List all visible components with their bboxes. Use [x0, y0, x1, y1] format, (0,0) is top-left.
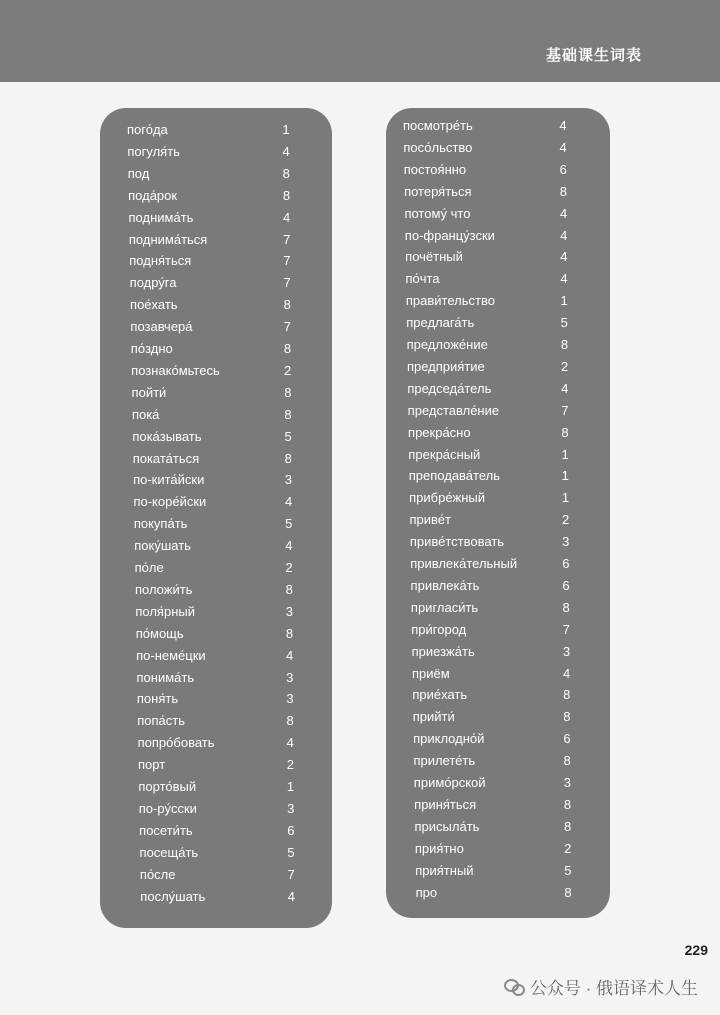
vocab-lesson-number: 7 [561, 402, 569, 418]
vocab-entry [0, 357, 720, 377]
vocab-lesson-number: 4 [286, 647, 294, 663]
vocab-lesson-number: 3 [284, 472, 293, 488]
vocab-word: приклодно́й [413, 731, 485, 747]
vocab-lesson-number: 7 [562, 621, 570, 637]
vocab-word: по-коре́йски [133, 494, 207, 510]
vocab-lesson-number: 8 [282, 187, 291, 203]
vocab-entry [0, 313, 720, 333]
vocab-entry [0, 795, 720, 815]
vocab-word: поката́ться [132, 450, 200, 466]
vocab-word: попа́сть [137, 713, 186, 729]
vocab-lesson-number: 2 [284, 362, 292, 378]
vocab-lesson-number: 6 [559, 161, 567, 177]
vocab-word: посмотре́ть [403, 118, 473, 133]
vocab-word: потому́ что [404, 205, 471, 221]
vocab-lesson-number: 4 [560, 249, 568, 265]
vocab-word: подня́ться [129, 253, 192, 269]
vocab-entry [0, 598, 720, 618]
vocab-lesson-number: 4 [285, 538, 293, 554]
vocab-word: пойти́ [131, 384, 167, 400]
watermark-text: 公众号 · 俄语译术人生 [529, 979, 698, 998]
vocab-lesson-number: 6 [563, 731, 571, 747]
vocab-word: по́сле [139, 866, 176, 882]
vocab-word: про [415, 884, 438, 900]
vocab-entry [0, 554, 720, 574]
vocab-lesson-number: 4 [559, 118, 567, 133]
vocab-word: прекра́сный [408, 446, 481, 462]
vocab-lesson-number: 7 [283, 231, 291, 247]
vocab-word: попро́бовать [137, 735, 215, 751]
vocab-lesson-number: 8 [284, 450, 292, 466]
vocab-lesson-number: 1 [282, 122, 290, 137]
vocab-entry [0, 466, 720, 486]
vocab-lesson-number: 8 [285, 581, 293, 597]
vocab-entry [0, 620, 720, 640]
vocab-lesson-number: 8 [559, 183, 568, 199]
vocab-entry [0, 423, 720, 443]
watermark [504, 974, 698, 999]
vocab-entry [0, 729, 720, 749]
vocab-lesson-number: 8 [563, 687, 571, 703]
vocab-word: по-неме́цки [136, 647, 206, 663]
vocab-entry [0, 664, 720, 684]
vocab-word: прилете́ть [413, 753, 476, 769]
vocab-entry [0, 861, 720, 881]
vocab-word: потеря́ться [404, 183, 472, 199]
vocab-word: пого́да [127, 122, 168, 137]
vocab-word: прекра́сно [408, 424, 471, 440]
vocab-lesson-number: 2 [560, 358, 569, 374]
vocab-word: привлека́ть [410, 577, 480, 593]
vocab-entry [0, 379, 720, 399]
vocab-lesson-number: 8 [563, 796, 572, 812]
vocab-entry [0, 773, 720, 793]
vocab-lesson-number: 2 [561, 512, 570, 528]
vocab-word: прия́тный [415, 862, 474, 878]
vocab-word: представле́ние [407, 402, 500, 418]
vocab-word: поднима́ть [128, 209, 194, 225]
vocab-word: послу́шать [140, 888, 206, 904]
vocab-lesson-number: 4 [286, 735, 294, 751]
vocab-lesson-number: 2 [564, 840, 572, 856]
vocab-lesson-number: 7 [283, 275, 291, 291]
vocab-entry [0, 401, 720, 421]
vocab-word: прибре́жный [409, 490, 486, 506]
vocab-entry [0, 532, 720, 552]
vocab-word: познако́мьтесь [131, 362, 220, 378]
vocab-word: погуля́ть [127, 143, 180, 159]
vocab-lesson-number: 8 [284, 406, 292, 422]
vocab-lesson-number: 8 [563, 818, 572, 834]
vocab-word: порто́вый [138, 779, 197, 794]
vocab-lesson-number: 4 [282, 209, 291, 225]
vocab-word: понима́ть [136, 669, 195, 685]
vocab-word: присыла́ть [414, 818, 480, 834]
vocab-lesson-number: 5 [560, 315, 568, 331]
vocab-word: поля́рный [135, 603, 195, 619]
vocab-lesson-number: 4 [282, 143, 290, 159]
vocab-lesson-number: 8 [282, 165, 290, 181]
vocab-word: прие́хать [412, 687, 468, 703]
vocab-entry [0, 116, 720, 136]
vocab-lesson-number: 3 [287, 800, 295, 816]
vocab-entry [0, 576, 720, 596]
vocab-lesson-number: 7 [283, 319, 291, 335]
vocab-word: председа́тель [407, 380, 492, 396]
vocab-word: по-кита́йски [133, 472, 205, 488]
vocab-entry [0, 642, 720, 662]
vocab-lesson-number: 3 [562, 534, 570, 550]
vocab-lesson-number: 1 [560, 293, 568, 309]
vocab-word: позавчера́ [130, 319, 193, 335]
vocab-lesson-number: 1 [286, 779, 295, 794]
vocab-word: пое́хать [130, 297, 178, 313]
vocab-entry [0, 817, 720, 837]
vocab-word: примо́рской [413, 775, 486, 790]
vocab-entry [0, 839, 720, 859]
vocab-word: предлага́ть [406, 315, 475, 331]
vocab-lesson-number: 5 [564, 862, 572, 878]
page-number: 229 [684, 942, 708, 958]
vocab-word: под [127, 165, 150, 181]
vocab-word: предприя́тие [406, 358, 485, 374]
vocab-lesson-number: 8 [560, 337, 569, 352]
vocab-entry [0, 335, 720, 355]
vocab-word: при́город [411, 621, 467, 637]
vocab-word: по́чта [405, 271, 440, 287]
vocab-lesson-number: 6 [287, 822, 295, 838]
vocab-lesson-number: 8 [563, 753, 571, 769]
vocab-word: пока́зывать [132, 428, 202, 444]
vocab-word: пригласи́ть [410, 599, 479, 615]
vocab-word: прави́тельство [405, 293, 495, 309]
vocab-lesson-number: 4 [287, 888, 295, 904]
vocab-lesson-number: 7 [287, 866, 295, 882]
vocab-word: почётный [405, 249, 463, 265]
vocab-entry [0, 269, 720, 289]
vocab-word: по-францу́зски [404, 227, 495, 243]
vocab-lesson-number: 6 [562, 556, 570, 571]
vocab-entry [0, 204, 720, 224]
vocab-lesson-number: 4 [560, 271, 568, 287]
page-header-title: 基础课生词表 [545, 47, 642, 64]
vocab-entry [0, 445, 720, 465]
header-band [0, 0, 720, 82]
vocab-word: привлека́тельный [410, 556, 518, 571]
vocab-lesson-number: 7 [283, 253, 291, 269]
vocab-word: прия́тно [414, 840, 464, 856]
vocab-lesson-number: 4 [561, 380, 569, 396]
vocab-entry [0, 488, 720, 508]
vocab-entry [0, 182, 720, 202]
vocab-word: покупа́ть [133, 516, 188, 532]
vocab-entry [0, 247, 720, 267]
vocab-entry [0, 685, 720, 705]
vocab-lesson-number: 1 [561, 468, 569, 484]
vocab-lesson-number: 3 [562, 643, 571, 659]
vocab-entry [0, 226, 720, 246]
vocab-lesson-number: 8 [286, 713, 294, 729]
vocab-lesson-number: 2 [285, 560, 293, 575]
vocab-lesson-number: 8 [283, 341, 292, 356]
vocab-word: порт [138, 757, 166, 773]
vocab-lesson-number: 3 [286, 669, 294, 685]
vocab-lesson-number: 2 [286, 757, 295, 773]
vocab-word: по́здно [130, 341, 173, 356]
vocab-lesson-number: 4 [559, 139, 567, 155]
vocab-lesson-number: 3 [563, 775, 571, 790]
vocab-lesson-number: 3 [286, 691, 294, 707]
vocab-entry [0, 138, 720, 158]
vocab-word: приезжа́ть [411, 643, 475, 659]
vocab-lesson-number: 3 [285, 603, 293, 619]
vocab-word: поднима́ться [128, 231, 208, 247]
vocab-lesson-number: 8 [564, 884, 572, 900]
vocab-lesson-number: 8 [285, 625, 294, 641]
vocab-entry [0, 160, 720, 180]
vocab-lesson-number: 8 [284, 384, 292, 400]
vocab-word: посети́ть [139, 822, 193, 838]
vocab-word: пода́рок [128, 187, 178, 203]
vocab-lesson-number: 5 [287, 844, 295, 860]
vocab-entry [0, 883, 720, 903]
vocab-word: приве́т [409, 512, 451, 528]
vocab-lesson-number: 4 [560, 227, 568, 243]
vocab-lesson-number: 5 [284, 428, 292, 444]
vocab-word: поку́шать [134, 538, 191, 554]
vocab-entry [0, 510, 720, 530]
vocab-lesson-number: 1 [561, 490, 570, 506]
vocab-entry [0, 751, 720, 771]
vocab-word: подру́га [129, 275, 177, 291]
vocab-word: поня́ть [136, 691, 179, 707]
vocab-lesson-number: 8 [283, 297, 291, 313]
vocab-word: по́ле [134, 560, 164, 575]
vocab-word: положи́ть [134, 581, 193, 597]
vocab-word: прийти́ [412, 709, 455, 725]
vocab-lesson-number: 1 [561, 446, 569, 462]
vocab-word: предложе́ние [406, 337, 488, 352]
vocab-word: преподава́тель [408, 468, 501, 484]
vocab-lesson-number: 6 [562, 577, 570, 593]
vocab-word: посо́льство [403, 139, 473, 155]
vocab-lesson-number: 8 [562, 599, 570, 615]
vocab-word: приём [412, 665, 450, 681]
vocab-word: постоя́нно [403, 161, 467, 177]
vocab-word: по́мощь [135, 625, 184, 641]
vocab-lesson-number: 5 [285, 516, 293, 532]
vocab-word: приня́ться [414, 796, 477, 812]
vocab-word: пока́ [131, 406, 160, 422]
vocab-lesson-number: 4 [559, 205, 568, 221]
vocab-entry [0, 291, 720, 311]
vocab-lesson-number: 4 [562, 665, 571, 681]
vocab-lesson-number: 4 [284, 494, 293, 510]
vocab-entry [0, 707, 720, 727]
vocab-word: по-ру́сски [138, 800, 197, 816]
vocab-lesson-number: 8 [561, 424, 569, 440]
vocab-word: посеща́ть [139, 844, 199, 860]
wechat-icon [504, 979, 524, 995]
vocab-lesson-number: 8 [563, 709, 571, 725]
vocab-word: приве́тствовать [409, 534, 505, 550]
